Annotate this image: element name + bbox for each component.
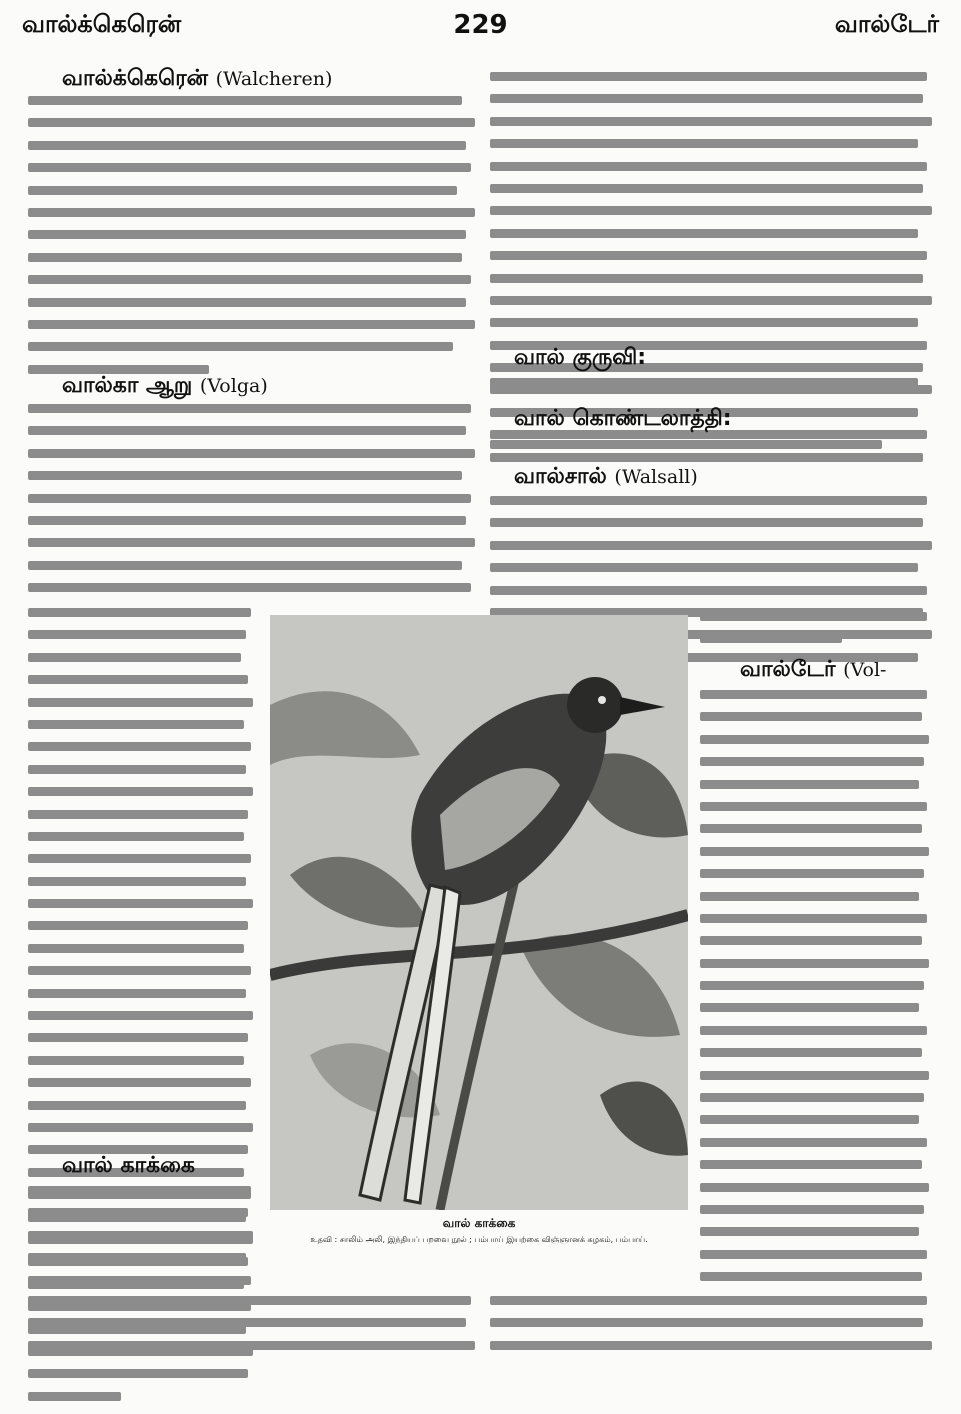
entry-volga-body [28, 404, 480, 606]
entry-volga-headword [62, 373, 268, 401]
headword-text: வால் குருவி: [514, 345, 647, 370]
running-head-right: வால்டேர் [834, 10, 939, 38]
entry-voltaire-body [700, 690, 936, 1295]
headword-text: வால் கொண்டலாத்தி: [514, 406, 732, 431]
bird-eye [598, 696, 606, 704]
page-number: 229 [453, 10, 508, 40]
entry-tailbird-body [490, 378, 936, 400]
entry-magpie-body-wide [28, 1296, 480, 1363]
entry-voltaire-headword [740, 657, 886, 685]
entry-voltaire-body-wide [490, 1296, 936, 1363]
headword-text: வால்டேர் [740, 657, 836, 682]
headword-latin: (Walcheren) [215, 68, 333, 90]
entry-kondalathi-body [490, 440, 936, 462]
headword-latin: (Volga) [199, 375, 268, 397]
magpie-drawing [270, 615, 688, 1210]
headword-text: வால்க்கெரென் [62, 66, 208, 91]
figure-caption: வால் காக்கை [442, 1216, 516, 1230]
headword-latin: (Walsall) [614, 466, 698, 488]
entry-walcheren-headword [62, 66, 332, 94]
headword-text: வால் காக்கை [62, 1153, 195, 1178]
entry-kondalathi-headword [514, 406, 732, 434]
entry-tailbird-headword [514, 345, 646, 373]
headword-latin: (Vol- [843, 659, 887, 681]
magpie-illustration [270, 615, 688, 1210]
entry-magpie-headword [62, 1153, 195, 1181]
entry-walcheren-body [28, 96, 480, 387]
bird-head [567, 677, 623, 733]
running-head-left: வால்க்கெரென் [22, 10, 182, 38]
headword-text: வால்சால் [514, 464, 607, 489]
entry-walsall-body-narrow [700, 612, 936, 657]
entry-walsall-headword [514, 464, 698, 492]
headword-text: வால்கா ஆறு [62, 373, 193, 398]
figure-credit: உதவி : சாலிம் அலி, இந்தியப் பறவை நூல் ; பம்பாய் இயற்கை விஞ்ஞானக் கழகம், பம்பாய். [310, 1235, 648, 1244]
entry-magpie-body [28, 1186, 260, 1298]
